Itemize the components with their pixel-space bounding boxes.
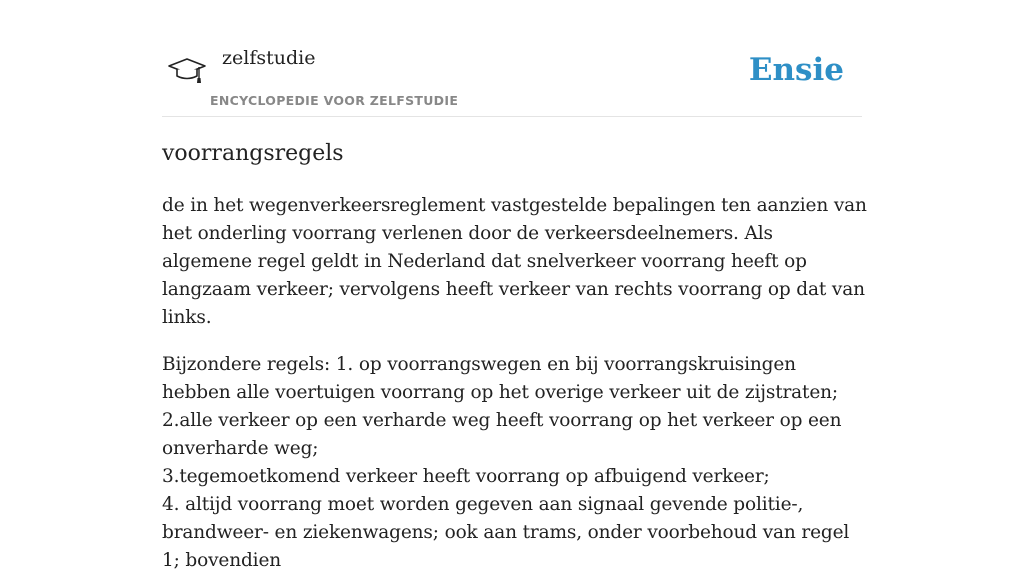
site-header: [162, 0, 862, 117]
article-paragraph-rules: [162, 351, 868, 575]
rules-line-3: 3.tegemoetkomend verkeer heeft voorrang op afbuigend verkeer;: [162, 466, 770, 487]
site-tagline: ENCYCLOPEDIE VOOR ZELFSTUDIE: [210, 93, 459, 108]
rules-line-1: Bijzondere regels: 1. op voorrangswegen en bij voorrangskruisingen hebben alle voertuigen voorrang op het overige verkeer uit de zijstraten;: [162, 354, 838, 403]
site-name[interactable]: zelfstudie: [222, 47, 316, 69]
rules-line-2: 2.alle verkeer op een verharde weg heeft voorrang op het verkeer op een onverharde weg;: [162, 410, 842, 459]
ensie-logo[interactable]: Ensie: [748, 52, 844, 88]
article-paragraph-definition: de in het wegenverkeersreglement vastgestelde bepalingen ten aanzien van het onderling voorrang verlenen door de verkeersdeelnemers. Als algemene regel geldt in Nederland dat snelverkeer voorrang heeft op langzaam verkeer; vervolgens heeft verkeer van rechts voorrang op dat van links.: [162, 195, 867, 328]
article-title: voorrangsregels: [162, 141, 344, 166]
graduation-cap-icon[interactable]: [166, 52, 208, 92]
rules-line-4: 4. altijd voorrang moet worden gegeven aan signaal gevende politie-, brandweer- en ziekenwagens; ook aan trams, onder voorbehoud van regel 1; bovendien: [162, 494, 850, 571]
article: [162, 136, 868, 575]
